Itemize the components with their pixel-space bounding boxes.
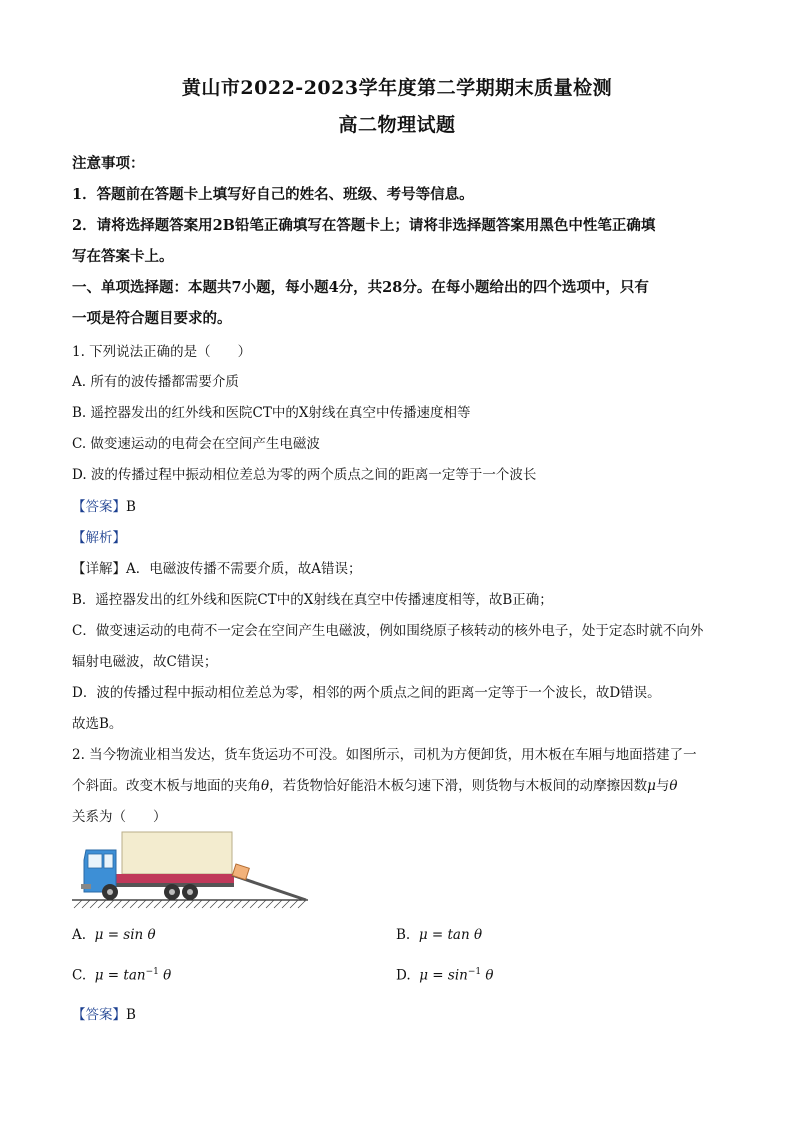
q2-stem-text-b: ，若货物恰好能沿木板匀速下滑，则货物与木板间的动摩擦因数 bbox=[269, 778, 648, 794]
q2-stem-text-a: 个斜面。改变木板与地面的夹角 bbox=[72, 778, 261, 794]
q2-option-b bbox=[396, 927, 482, 943]
q1-conclusion: 故选B。 bbox=[72, 716, 123, 732]
detail-tag: 【详解】 bbox=[72, 561, 126, 577]
exam-title: 黄山市2022-2023学年度第二学期期末质量检测 bbox=[181, 77, 613, 99]
q2-option-a bbox=[72, 927, 156, 943]
q1-option-d: D. 波的传播过程中振动相位差总为零的两个质点之间的距离一定等于一个波长 bbox=[72, 467, 537, 483]
option-label: D. bbox=[396, 967, 411, 984]
section-heading-line-1: 一、单项选择题：本题共7小题，每小题4分，共28分。在每小题给出的四个选项中，只有 bbox=[72, 279, 649, 296]
option-d-superscript: −1 bbox=[467, 967, 482, 977]
option-c-theta: θ bbox=[163, 967, 172, 984]
q1-answer-value: B bbox=[126, 499, 136, 515]
q1-analysis-tag bbox=[72, 526, 724, 546]
theta-symbol: θ bbox=[669, 778, 678, 794]
section-heading-line-2: 一项是符合题目要求的。 bbox=[72, 310, 232, 327]
option-d-theta: θ bbox=[485, 967, 494, 984]
cargo-box bbox=[122, 832, 232, 874]
notes-item-1: 1．答题前在答题卡上填写好自己的姓名、班级、考号等信息。 bbox=[72, 186, 474, 203]
analysis-tag: 【解析】 bbox=[72, 530, 126, 546]
q2-answer-tag: 【答案】 bbox=[72, 1007, 126, 1023]
q1-answer bbox=[72, 495, 724, 515]
front-bumper bbox=[81, 884, 91, 889]
q1-detail-b: B．遥控器发出的红外线和医院CT中的X射线在真空中传播速度相等，故B正确； bbox=[72, 592, 553, 608]
q1-stem: 1. 下列说法正确的是（ ） bbox=[72, 344, 252, 360]
cab-window bbox=[88, 854, 102, 868]
option-label: C. bbox=[72, 967, 87, 984]
exam-subtitle: 高二物理试题 bbox=[338, 114, 456, 136]
q1-detail-a bbox=[72, 557, 724, 577]
q2-stem-line-3: 关系为（ ） bbox=[72, 809, 167, 825]
option-d-expression: μ = sin bbox=[419, 967, 468, 984]
theta-symbol: θ bbox=[261, 778, 270, 794]
q2-answer bbox=[72, 1003, 724, 1023]
q1-detail-c-line-1: C．做变速运动的电荷不一定会在空间产生电磁波，例如围绕原子核转动的核外电子，处于定态时就不向外 bbox=[72, 623, 704, 639]
option-label: A. bbox=[72, 927, 87, 943]
q1-option-b: B. 遥控器发出的红外线和医院CT中的X射线在真空中传播速度相等 bbox=[72, 405, 471, 421]
truck-bed bbox=[116, 874, 234, 883]
notes-item-2-line-2: 写在答案卡上。 bbox=[72, 248, 174, 265]
q2-stem-line-1: 2. 当今物流业相当发达，货车货运功不可没。如图所示，司机为方便卸货，用木板在车厢与地面搭建了一 bbox=[72, 747, 697, 763]
option-b-expression: μ = tan θ bbox=[418, 927, 483, 943]
q2-stem-line-2 bbox=[72, 774, 724, 794]
q2-option-d bbox=[396, 967, 494, 984]
q2-answer-value: B bbox=[126, 1007, 136, 1023]
option-a-expression: μ = sin θ bbox=[94, 927, 156, 943]
q1-detail-c-line-2: 辐射电磁波，故C错误； bbox=[72, 654, 218, 670]
notes-item-2-line-1: 2．请将选择题答案用2B铅笔正确填写在答题卡上；请将非选择题答案用黑色中性笔正确填 bbox=[72, 217, 656, 234]
q1-option-a: A. 所有的波传播都需要介质 bbox=[72, 374, 239, 390]
q1-answer-tag: 【答案】 bbox=[72, 499, 126, 515]
detail-a-text: A．电磁波传播不需要介质，故A错误； bbox=[126, 561, 362, 577]
option-c-expression: μ = tan bbox=[94, 967, 146, 984]
truck-ramp-figure bbox=[72, 826, 312, 914]
cab-door-window bbox=[104, 854, 113, 868]
option-c-superscript: −1 bbox=[145, 967, 159, 977]
q1-detail-d: D．波的传播过程中振动相位差总为零，相邻的两个质点之间的距离一定等于一个波长，故D错误。 bbox=[72, 685, 661, 701]
q2-option-c bbox=[72, 967, 171, 984]
ground-hatching bbox=[74, 900, 306, 908]
option-label: B. bbox=[396, 927, 411, 943]
q1-option-c: C. 做变速运动的电荷会在空间产生电磁波 bbox=[72, 436, 320, 452]
mu-symbol: μ bbox=[647, 778, 656, 794]
notes-heading: 注意事项： bbox=[72, 155, 145, 172]
q2-stem-text-c: 与 bbox=[655, 778, 670, 794]
